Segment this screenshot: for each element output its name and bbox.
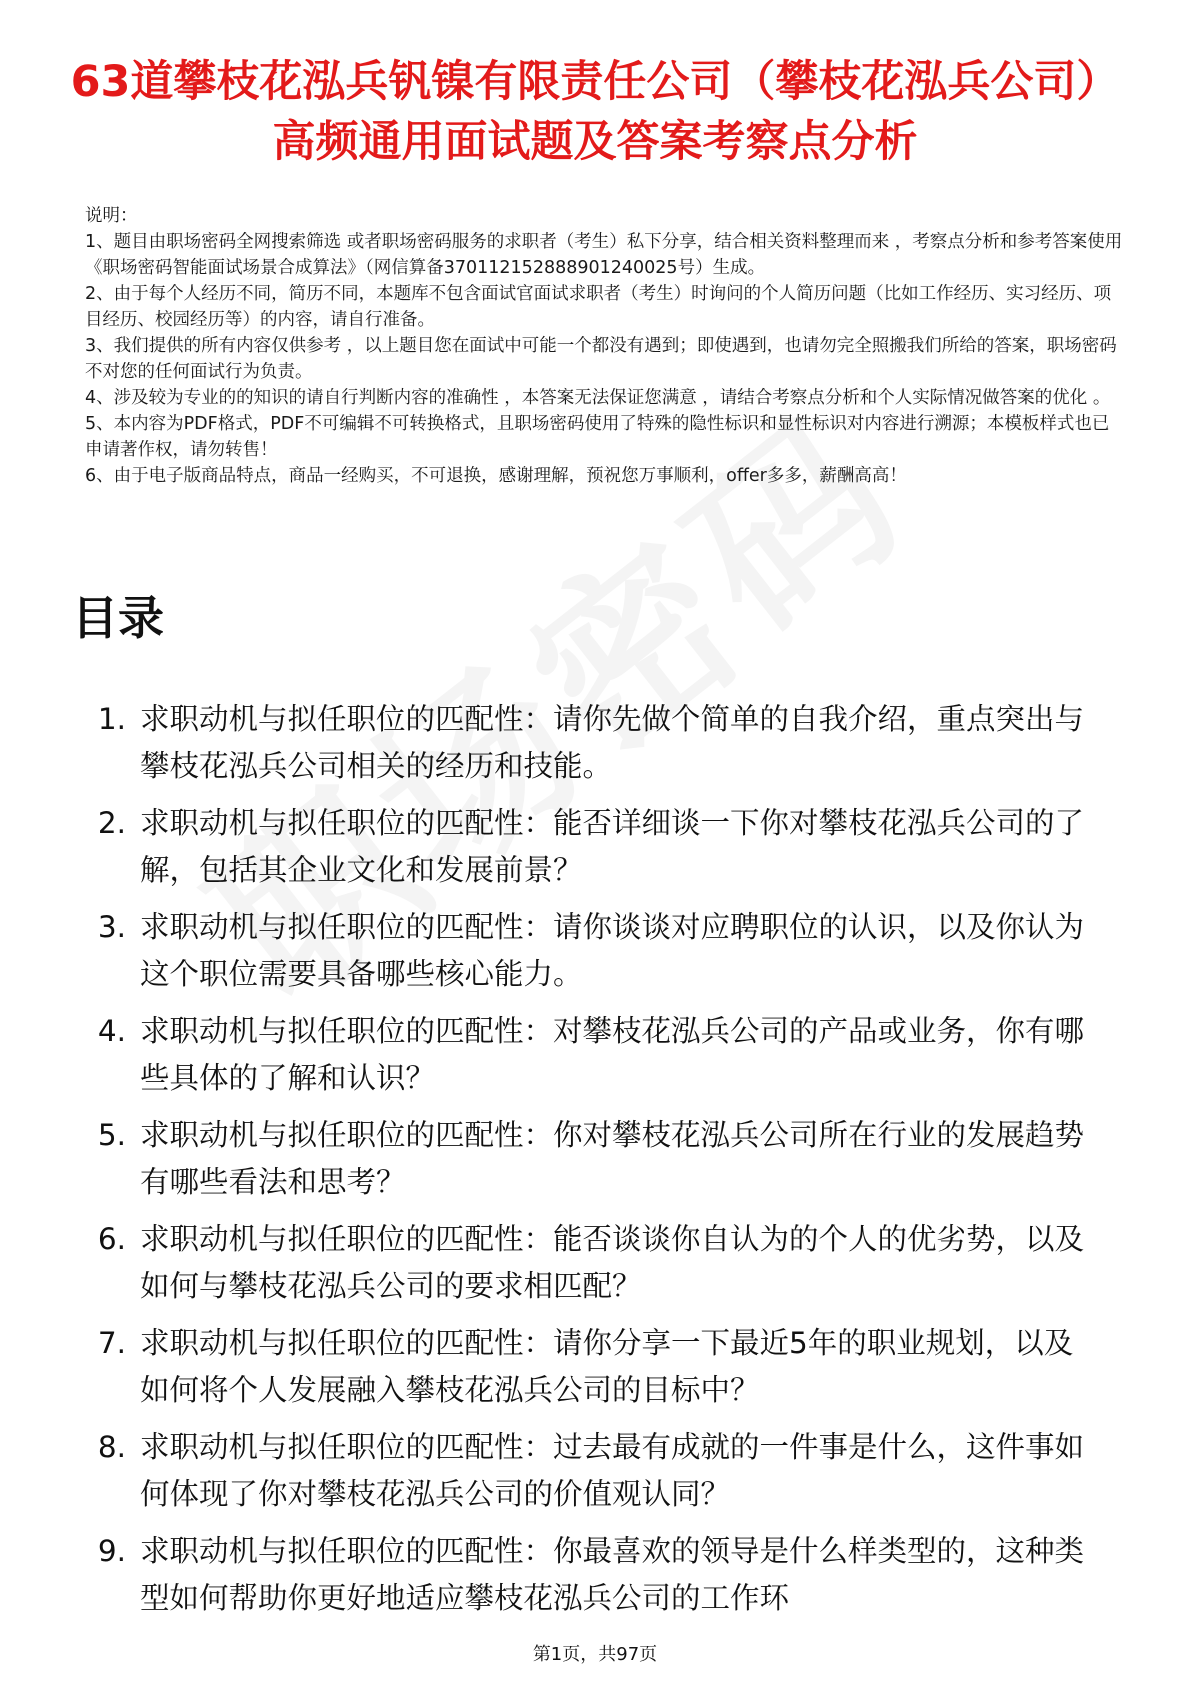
toc-item-text: 求职动机与拟任职位的匹配性：请你谈谈对应聘职位的认识，以及你认为这个职位需要具备哪些核心能力。: [140, 910, 1085, 991]
note-item: 1、题目由职场密码全网搜索筛选 或者职场密码服务的求职者（考生）私下分享，结合相关资料整理而来 ，考察点分析和参考答案使用《职场密码智能面试场景合成算法》（网信算备370112152888901240025号）生成。: [85, 232, 1123, 278]
toc-item-text: 求职动机与拟任职位的匹配性：对攀枝花泓兵公司的产品或业务，你有哪些具体的了解和认识？: [140, 1014, 1085, 1095]
toc-item-number: 4.: [97, 1014, 126, 1048]
document-title: 63道攀枝花泓兵钒镍有限责任公司（攀枝花泓兵公司）高频通用面试题及答案考察点分析: [70, 57, 1120, 167]
note-item: 5、本内容为PDF格式，PDF不可编辑不可转换格式，且职场密码使用了特殊的隐性标识和显性标识对内容进行溯源；本模板样式也已申请著作权，请勿转售！: [85, 414, 1110, 460]
note-item: 4、涉及较为专业的的知识的请自行判断内容的准确性 ，本答案无法保证您满意 ，请结合考察点分析和个人实际情况做答案的优化 。: [85, 388, 1111, 408]
toc-item-text: 求职动机与拟任职位的匹配性：请你先做个简单的自我介绍，重点突出与攀枝花泓兵公司相关的经历和技能。: [140, 702, 1085, 783]
toc-item-number: 6.: [97, 1222, 126, 1256]
note-item: 3、我们提供的所有内容仅供参考 ，以上题目您在面试中可能一个都没有遇到；即使遇到，也请勿完全照搬我们所给的答案，职场密码不对您的任何面试行为负责。: [85, 336, 1117, 382]
note-item: 2、由于每个人经历不同，简历不同，本题库不包含面试官面试求职者（考生）时询问的个人简历问题（比如工作经历、实习经历、项目经历、校园经历等）的内容，请自行准备。: [85, 284, 1112, 330]
toc-item-text: 求职动机与拟任职位的匹配性：你对攀枝花泓兵公司所在行业的发展趋势有哪些看法和思考？: [140, 1118, 1085, 1199]
toc-item[interactable]: [72, 1528, 1112, 1622]
toc-item[interactable]: [72, 904, 1112, 998]
toc-item-number: 9.: [97, 1534, 126, 1568]
toc-item[interactable]: [72, 1112, 1112, 1206]
toc-item[interactable]: [72, 1320, 1112, 1414]
note-item: 6、由于电子版商品特点，商品一经购买，不可退换，感谢理解，预祝您万事顺利，offer多多，薪酬高高！: [85, 466, 907, 486]
toc-item-number: 5.: [97, 1118, 126, 1152]
table-of-contents: [72, 696, 1112, 1632]
toc-item[interactable]: [72, 1216, 1112, 1310]
toc-heading: 目录: [72, 591, 164, 645]
toc-item-number: 2.: [97, 806, 126, 840]
toc-item-text: 求职动机与拟任职位的匹配性：请你分享一下最近5年的职业规划，以及如何将个人发展融入攀枝花泓兵公司的目标中？: [140, 1326, 1074, 1407]
page-footer: 第1页，共97页: [532, 1644, 658, 1665]
toc-item-number: 1.: [97, 702, 126, 736]
toc-item-text: 求职动机与拟任职位的匹配性：能否详细谈一下你对攀枝花泓兵公司的了解，包括其企业文化和发展前景？: [140, 806, 1085, 887]
toc-item-text: 求职动机与拟任职位的匹配性：能否谈谈你自认为的个人的优劣势，以及如何与攀枝花泓兵公司的要求相匹配？: [140, 1222, 1085, 1303]
toc-item-number: 8.: [97, 1430, 126, 1464]
toc-item-number: 3.: [97, 910, 126, 944]
toc-item-text: 求职动机与拟任职位的匹配性：过去最有成就的一件事是什么，这件事如何体现了你对攀枝花泓兵公司的价值观认同？: [140, 1430, 1085, 1511]
toc-item[interactable]: [72, 1424, 1112, 1518]
notes-section: [85, 203, 1125, 489]
toc-item[interactable]: [72, 696, 1112, 790]
toc-item[interactable]: [72, 800, 1112, 894]
toc-item-number: 7.: [97, 1326, 126, 1360]
toc-item[interactable]: [72, 1008, 1112, 1102]
notes-heading: 说明：: [85, 206, 138, 226]
toc-item-text: 求职动机与拟任职位的匹配性：你最喜欢的领导是什么样类型的，这种类型如何帮助你更好地适应攀枝花泓兵公司的工作环: [140, 1534, 1085, 1615]
